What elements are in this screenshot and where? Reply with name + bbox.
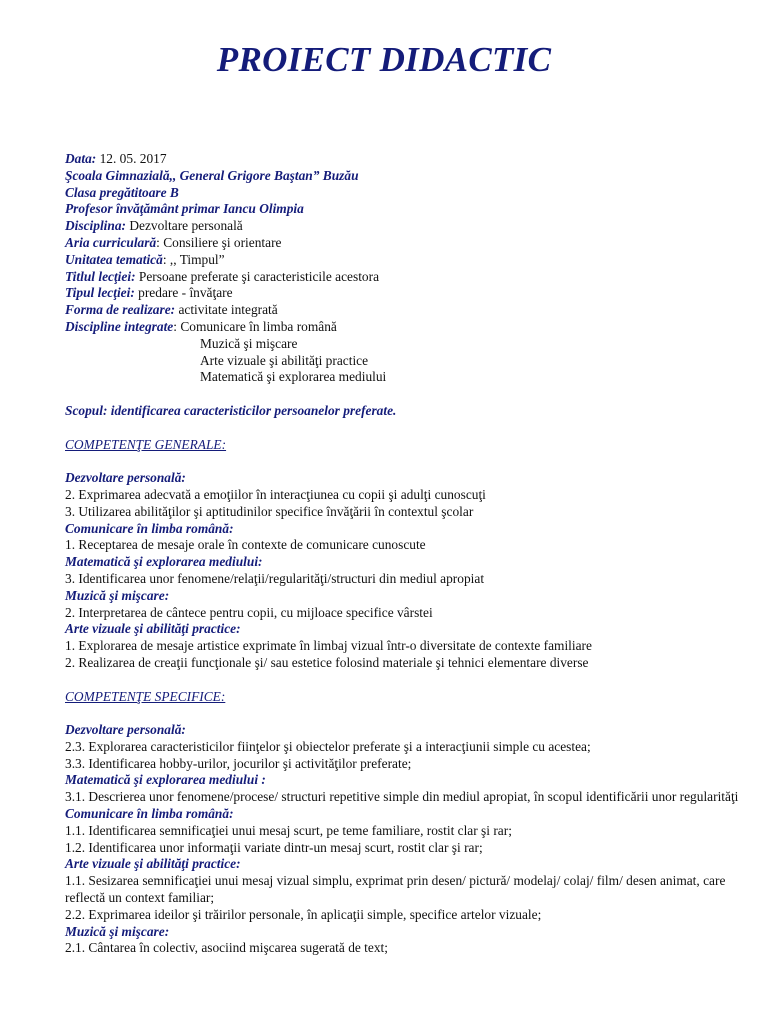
competence-item: 2. Realizarea de creaţii funcţionale şi/ sau estetice folosind materiale şi tehnici elementare diverse: [65, 654, 589, 670]
curricular-area-line: [65, 235, 755, 252]
lesson-title-line: [65, 269, 755, 286]
form-value: activitate integrată: [175, 302, 278, 318]
lesson-type-value: predare - învăţare: [134, 285, 233, 301]
form-label: Forma de realizare:: [65, 302, 176, 318]
specific-competences-heading: COMPETENŢE SPECIFICE:: [65, 688, 226, 704]
discipline-value: Dezvoltare personală: [126, 218, 243, 234]
date-value: 12. 05. 2017: [96, 151, 167, 166]
competence-item: 1.1. Sesizarea semnificaţiei unui mesaj vizual simplu, exprimat prin desen/ pictură/ modelaj/ colaj/ film/ desen animat, care reflectă un context familiar;: [65, 873, 726, 906]
competence-item: 3.1. Descrierea unor fenomene/procese/ structuri repetitive simple din mediul apropiat, în scopul identificării unor regularităţi: [65, 789, 739, 805]
competence-item: 2. Exprimarea adecvată a emoţiilor în interacţiunea cu copii şi adulţi cunoscuţi: [65, 486, 486, 502]
section-title: Matematică şi explorarea mediului :: [65, 772, 266, 788]
integrated-item: Muzică şi mişcare: [200, 335, 298, 351]
discipline-line: [65, 218, 755, 235]
form-line: [65, 302, 755, 319]
scope-line: [65, 403, 755, 420]
competence-item: 2.2. Exprimarea ideilor şi trăirilor personale, în aplicaţii simple, specifice artelor vizuale;: [65, 906, 542, 922]
section-title: Arte vizuale şi abilităţi practice:: [65, 856, 241, 872]
spacer: [65, 386, 755, 403]
document-title: PROIECT DIDACTIC: [216, 40, 552, 79]
spacer: [65, 420, 755, 437]
class-line: Clasa pregătitoare B: [65, 184, 179, 200]
section-title: Arte vizuale şi abilităţi practice:: [65, 621, 241, 637]
spacer: [65, 705, 755, 722]
integrated-item: Matematică şi explorarea mediului: [200, 369, 387, 385]
spacer: [65, 453, 755, 470]
competence-item: 3. Utilizarea abilităţilor şi aptitudinilor specifice învăţării în contextul şcolar: [65, 503, 474, 519]
section-title: Muzică şi mişcare:: [65, 587, 170, 603]
lesson-type-line: [65, 285, 755, 302]
competence-item: 2.3. Explorarea caracteristicilor fiinţelor şi obiectelor preferate şi a interacţiunii simple cu acestea;: [65, 738, 591, 754]
competence-item: 1.1. Identificarea semnificaţiei unui mesaj scurt, pe teme familiare, rostit clar şi rar;: [65, 822, 512, 838]
competence-item: 1. Explorarea de mesaje artistice exprimate în limbaj vizual într-o diversitate de contexte familiare: [65, 638, 592, 654]
competence-item: 2.1. Cântarea în colectiv, asociind mişcarea sugerată de text;: [65, 940, 388, 956]
competence-item: 1.2. Identificarea unor informaţii variate dintr-un mesaj scurt, rostit clar şi rar;: [65, 839, 483, 855]
date-line: [65, 151, 755, 168]
discipline-label: Disciplina:: [65, 218, 127, 234]
integrated-first: : Comunicare în limba română: [173, 318, 337, 334]
scope-value: identificarea caracteristicilor persoanelor preferate.: [107, 402, 397, 418]
integrated-line: [65, 319, 755, 336]
thematic-unit-line: [65, 252, 755, 269]
date-label: Data:: [65, 151, 97, 166]
lesson-title-value: Persoane preferate şi caracteristicile acestora: [135, 268, 380, 284]
document-body: [65, 151, 755, 957]
competence-item: 3.3. Identificarea hobby-urilor, jocurilor şi activităţilor preferate;: [65, 755, 412, 771]
integrated-item: Arte vizuale şi abilităţi practice: [200, 352, 369, 368]
integrated-label: Discipline integrate: [65, 318, 174, 334]
curricular-area-value: : Consiliere şi orientare: [156, 234, 282, 250]
spacer: [65, 672, 755, 689]
school-line: Şcoala Gimnazială,, General Grigore Baştan” Buzău: [65, 167, 359, 183]
section-title: Comunicare în limba română:: [65, 520, 234, 536]
general-competences-heading: COMPETENŢE GENERALE:: [65, 436, 227, 452]
competence-item: 1. Receptarea de mesaje orale în contexte de comunicare cunoscute: [65, 537, 426, 553]
scope-label: Scopul:: [65, 402, 108, 418]
thematic-unit-value: : ,, Timpul”: [162, 251, 225, 267]
section-title: Dezvoltare personală:: [65, 722, 186, 738]
section-title: Muzică şi mişcare:: [65, 923, 170, 939]
teacher-line: Profesor învăţământ primar Iancu Olimpia: [65, 201, 304, 217]
section-title: Matematică şi explorarea mediului:: [65, 554, 263, 570]
lesson-type-label: Tipul lecţiei:: [65, 285, 135, 301]
section-title: Comunicare în limba română:: [65, 806, 234, 822]
competence-item: 3. Identificarea unor fenomene/relaţii/regularităţi/structuri din mediul apropiat: [65, 570, 485, 586]
section-title: Dezvoltare personală:: [65, 470, 186, 486]
curricular-area-label: Aria curriculară: [65, 234, 157, 250]
competence-item: 2. Interpretarea de cântece pentru copii, cu mijloace specifice vârstei: [65, 604, 433, 620]
thematic-unit-label: Unitatea tematică: [65, 251, 163, 267]
lesson-title-label: Titlul lecţiei:: [65, 268, 136, 284]
